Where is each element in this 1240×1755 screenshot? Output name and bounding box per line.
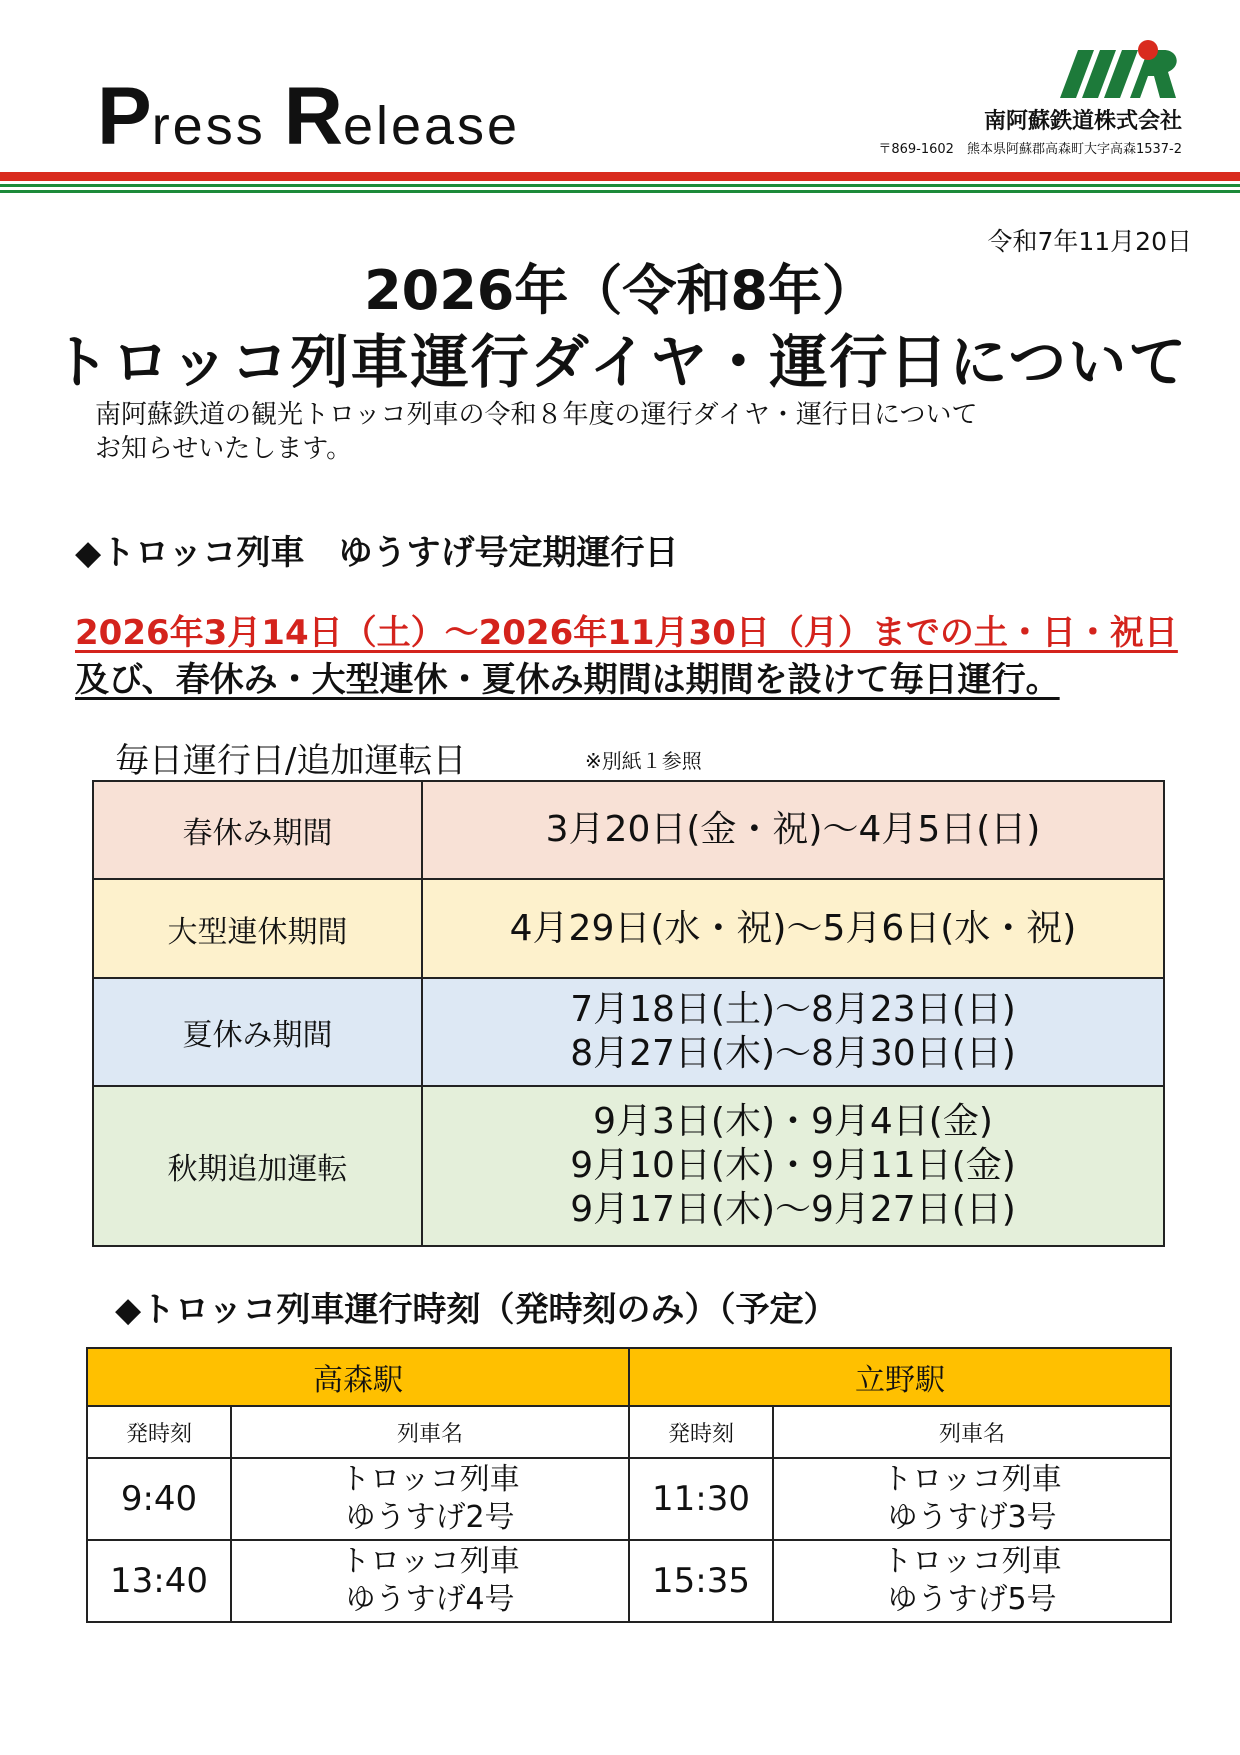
intro-line-2: お知らせいたします。	[95, 434, 353, 464]
period-label: 春休み期間	[93, 781, 422, 879]
period-dates	[422, 978, 1164, 1086]
period-date-line: 7月18日(土)～8月23日(日)	[570, 989, 1016, 1030]
period-label: 秋期追加運転	[93, 1086, 422, 1246]
train-name	[231, 1540, 629, 1622]
press-release-initial-r: R	[283, 71, 343, 162]
station-header-takamori: 高森駅	[87, 1348, 629, 1406]
press-release-text-elease: elease	[342, 96, 521, 156]
release-date: 令和7年11月20日	[987, 227, 1192, 256]
column-header-departure: 発時刻	[629, 1406, 773, 1458]
departure-time: 15:35	[629, 1540, 773, 1622]
station-header-tateno: 立野駅	[629, 1348, 1171, 1406]
departure-time: 9:40	[87, 1458, 231, 1540]
header-green-line-2	[0, 190, 1240, 193]
train-name-line: ゆうすげ5号	[887, 1582, 1057, 1617]
timetable	[86, 1347, 1172, 1623]
intro-text	[95, 398, 1155, 466]
train-name	[231, 1458, 629, 1540]
table-row	[87, 1458, 1171, 1540]
header-green-line	[0, 184, 1240, 187]
title-line-1: 2026年（令和8年）	[364, 259, 876, 322]
period-date-line: 9月17日(木)～9月27日(日)	[570, 1189, 1016, 1230]
period-date-line: 3月20日(金・祝)～4月5日(日)	[545, 809, 1041, 850]
train-name-line: ゆうすげ4号	[345, 1582, 515, 1617]
period-dates	[422, 1086, 1164, 1246]
train-name-line: トロッコ列車	[340, 1544, 520, 1579]
table-header-row	[87, 1348, 1171, 1406]
column-header-departure: 発時刻	[87, 1406, 231, 1458]
company-logo	[1060, 36, 1180, 98]
period-dates	[422, 879, 1164, 978]
train-name	[773, 1458, 1171, 1540]
press-release-text-ress: ress	[151, 96, 284, 156]
press-release-initial-p: P	[97, 71, 152, 162]
period-label: 大型連休期間	[93, 879, 422, 978]
train-name-line: ゆうすげ3号	[887, 1500, 1057, 1535]
section-heading-regular-days: ◆トロッコ列車 ゆうすげ号定期運行日	[75, 533, 679, 573]
train-name	[773, 1540, 1171, 1622]
title-line-2: トロッコ列車運行ダイヤ・運行日について	[51, 328, 1189, 396]
company-name: 南阿蘇鉄道株式会社	[983, 109, 1182, 134]
train-name-line: トロッコ列車	[882, 1544, 1062, 1579]
column-header-train-name: 列車名	[773, 1406, 1171, 1458]
period-date-line: 9月3日(木)・9月4日(金)	[593, 1101, 993, 1142]
table-row	[93, 781, 1164, 879]
press-release-title	[97, 70, 520, 164]
period-label: 夏休み期間	[93, 978, 422, 1086]
period-date-line: 4月29日(水・祝)～5月6日(水・祝)	[509, 907, 1077, 949]
column-header-train-name: 列車名	[231, 1406, 629, 1458]
operation-table-note: ※別紙１参照	[585, 749, 702, 773]
period-date-line: 8月27日(木)～8月30日(日)	[570, 1033, 1016, 1074]
departure-time: 13:40	[87, 1540, 231, 1622]
table-row	[93, 1086, 1164, 1246]
table-row	[93, 879, 1164, 978]
period-date-line: 9月10日(木)・9月11日(金)	[570, 1145, 1016, 1186]
period-dates	[422, 781, 1164, 879]
departure-time: 11:30	[629, 1458, 773, 1540]
operation-days-table	[92, 780, 1165, 1247]
intro-line-1: 南阿蘇鉄道の観光トロッコ列車の令和８年度の運行ダイヤ・運行日について	[95, 400, 978, 430]
train-name-line: ゆうすげ2号	[345, 1500, 515, 1535]
table-subheader-row	[87, 1406, 1171, 1458]
train-name-line: トロッコ列車	[340, 1462, 520, 1497]
header-red-stripe	[0, 172, 1240, 181]
train-name-line: トロッコ列車	[882, 1462, 1062, 1497]
operation-period-highlight: 2026年3月14日（土）～2026年11月30日（月）までの土・日・祝日	[75, 613, 1178, 653]
section-heading-timetable: ◆トロッコ列車運行時刻（発時刻のみ）（予定）	[115, 1290, 838, 1330]
table-row	[93, 978, 1164, 1086]
operation-table-caption: 毎日運行日/追加運転日	[115, 741, 467, 781]
table-row	[87, 1540, 1171, 1622]
company-address: 〒869-1602 熊本県阿蘇郡高森町大字高森1537-2	[878, 142, 1182, 157]
operation-period-followup: 及び、春休み・大型連休・夏休み期間は期間を設けて毎日運行。	[75, 660, 1060, 700]
